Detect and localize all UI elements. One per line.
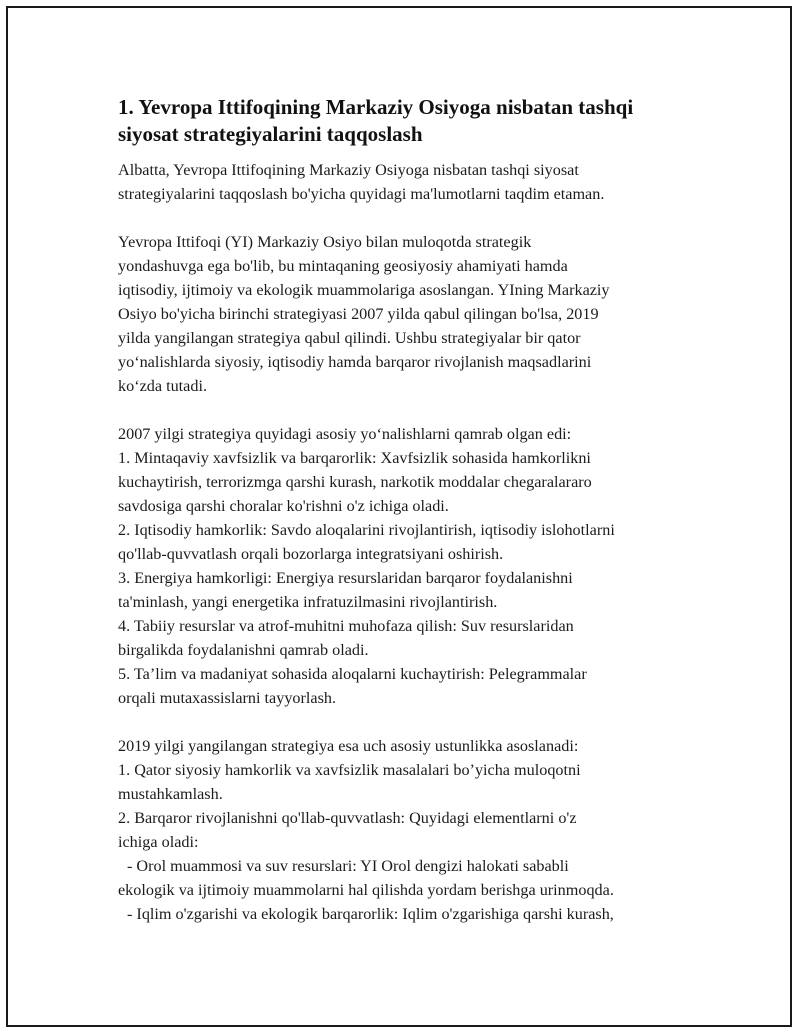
sub-item-line: - Iqlim o'zgarishi va ekologik barqarorlik: Iqlim o'zgarishiga qarshi kurash, <box>127 905 614 923</box>
document-heading <box>118 94 698 148</box>
list-item-line: ichiga oladi: <box>118 833 199 851</box>
strategy-2019-section <box>118 734 698 926</box>
list-item-line: kuchaytirish, terrorizmga qarshi kurash, narkotik moddalar chegaralararo <box>118 473 592 491</box>
heading-line: 1. Yevropa Ittifoqining Markaziy Osiyoga nisbatan tashqi <box>118 95 634 119</box>
section-intro-line: 2007 yilgi strategiya quyidagi asosiy yo‘nalishlarni qamrab olgan edi: <box>118 425 572 443</box>
list-item-line: qo'llab-quvvatlash orqali bozorlarga integratsiyani oshirish. <box>118 545 504 563</box>
list-item-line: 1. Mintaqaviy xavfsizlik va barqarorlik: Xavfsizlik sohasida hamkorlikni <box>118 449 591 467</box>
text-line: strategiyalarini taqqoslash bo'yicha quyidagi ma'lumotlarni taqdim etaman. <box>118 185 605 203</box>
list-item-line: savdosiga qarshi choralar ko'rishni o'z ichiga oladi. <box>118 497 449 515</box>
text-line: ko‘zda tutadi. <box>118 377 207 395</box>
list-item-line: 4. Tabiiy resurslar va atrof-muhitni muhofaza qilish: Suv resurslaridan <box>118 617 574 635</box>
list-item-line: 1. Qator siyosiy hamkorlik va xavfsizlik masalalari bo’yicha muloqotni <box>118 761 581 779</box>
heading-line: siyosat strategiyalarini taqqoslash <box>118 122 423 146</box>
list-item-line: orqali mutaxassislarni tayyorlash. <box>118 689 337 707</box>
list-item-line: mustahkamlash. <box>118 785 223 803</box>
list-item-line: ekologik va ijtimoiy muammolarni hal qilishda yordam berishga urinmoqda. <box>118 881 614 899</box>
list-item-line: 2. Iqtisodiy hamkorlik: Savdo aloqalarini rivojlantirish, iqtisodiy islohotlarni <box>118 521 615 539</box>
document-body <box>118 94 698 926</box>
list-item-line: 2. Barqaror rivojlanishni qo'llab-quvvatlash: Quyidagi elementlarni o'z <box>118 809 577 827</box>
intro-paragraph <box>118 158 698 206</box>
list-item-line: ta'minlash, yangi energetika infratuzilmasini rivojlantirish. <box>118 593 498 611</box>
text-line: Osiyo bo'yicha birinchi strategiyasi 2007 yilda qabul qilingan bo'lsa, 2019 <box>118 305 599 323</box>
list-item-line: birgalikda foydalanishni qamrab oladi. <box>118 641 369 659</box>
text-line: iqtisodiy, ijtimoiy va ekologik muammolariga asoslangan. YIning Markaziy <box>118 281 610 299</box>
strategy-2007-section <box>118 422 698 710</box>
text-line: yilda yangilangan strategiya qabul qilindi. Ushbu strategiyalar bir qator <box>118 329 581 347</box>
text-line: yondashuvga ega bo'lib, bu mintaqaning geosiyosiy ahamiyati hamda <box>118 257 568 275</box>
list-item-line: 3. Energiya hamkorligi: Energiya resurslaridan barqaror foydalanishni <box>118 569 573 587</box>
sub-item-line: - Orol muammosi va suv resurslari: YI Orol dengizi halokati sababli <box>127 857 569 875</box>
overview-paragraph <box>118 230 698 398</box>
text-line: yo‘nalishlarda siyosiy, iqtisodiy hamda barqaror rivojlanish maqsadlarini <box>118 353 592 371</box>
text-line: Yevropa Ittifoqi (YI) Markaziy Osiyo bilan muloqotda strategik <box>118 233 532 251</box>
section-intro-line: 2019 yilgi yangilangan strategiya esa uch asosiy ustunlikka asoslanadi: <box>118 737 579 755</box>
text-line: Albatta, Yevropa Ittifoqining Markaziy Osiyoga nisbatan tashqi siyosat <box>118 161 579 179</box>
list-item-line: 5. Ta’lim va madaniyat sohasida aloqalarni kuchaytirish: Pelegrammalar <box>118 665 587 683</box>
